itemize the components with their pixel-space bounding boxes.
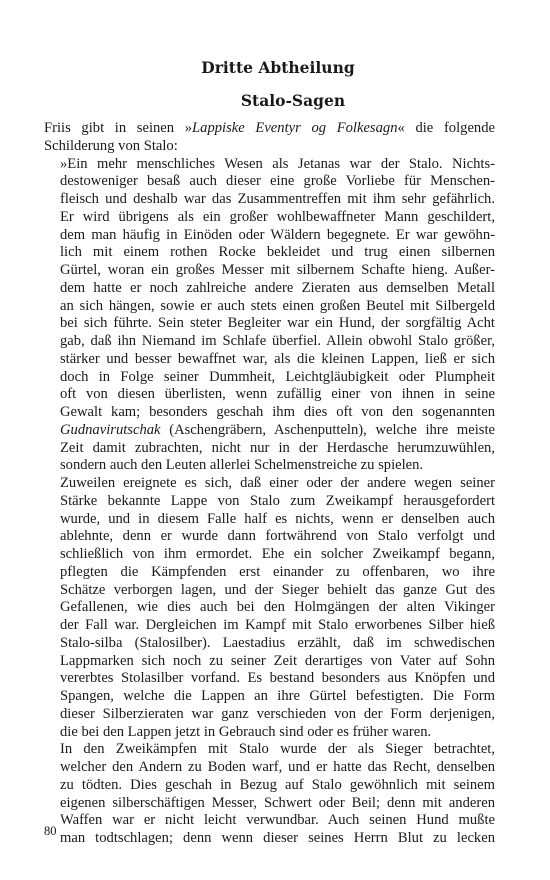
text-line: schließlich von ihm ermordet. Ehe ein solcher Zweikampf begann, bbox=[60, 546, 495, 562]
text-line: ablehnte, denn er wurde dann fortwährend von Stalo verfolgt und bbox=[60, 528, 495, 545]
text-line: bei sich führte. Sein steter Begleiter war ein Hund, der sorgfältig Acht bbox=[60, 315, 495, 332]
text-line: eigenen silberschäftigen Messer, Schwert oder Beil; denn mit anderen bbox=[60, 794, 495, 811]
text-line: Zeit damit zubrachten, nicht nur in der Herdasche herumzuwühlen, bbox=[60, 439, 495, 456]
paragraph-3 bbox=[44, 741, 495, 848]
book-title-italic: Lappiske Eventyr og Folkesagn bbox=[192, 120, 398, 136]
text-line: der Fall war. Dergleichen im Kampf mit Stalo erworbenes Silber hieß bbox=[60, 617, 495, 633]
text-line: doch in Folge seiner Dummheit, Leichtgläubigkeit oder Plumpheit bbox=[60, 368, 495, 385]
text-line: sondern auch den Leuten allerlei Schelmenstreiche zu spielen. bbox=[60, 457, 424, 474]
paragraph-2 bbox=[44, 475, 495, 741]
text-line: wurde, und in diesem Falle half es nichts, wenn er denselben auch bbox=[60, 510, 495, 527]
text-line: oft von diesen überlisten, wenn zufällig einer von ihnen in seine bbox=[60, 386, 495, 403]
text-line: Zuweilen ereignete es sich, daß einer oder der andere wegen seiner bbox=[60, 475, 495, 491]
text-line: die bei den Lappen jetzt in Gebrauch sind oder es früher waren. bbox=[60, 723, 432, 740]
text-line: zu tödten. Dies geschah in Bezug auf Stalo gewöhnlich mit seinem bbox=[60, 776, 495, 793]
text-line: Gefallenen, wie dies auch bei den Holmgängen der alten Vikinger bbox=[60, 599, 495, 616]
text-line: dieser Silberzieraten war ganz verschieden von der Form derjenigen, bbox=[60, 705, 495, 722]
text-line: Schilderung von Stalo: bbox=[44, 137, 178, 154]
text-line: Gudnavirutschak (Aschengräbern, Aschenputteln), welche ihre meiste bbox=[60, 421, 495, 438]
text-line: an sich hängen, sowie er auch stets einen großen Beutel mit Silbergeld bbox=[60, 297, 495, 314]
text-line: dem hatte er noch zahlreiche andere Zieraten aus demselben Metall bbox=[60, 279, 495, 296]
text-line: Schätze verborgen lagen, und der Sieger behielt das ganze Gut des bbox=[60, 581, 495, 598]
quote-paragraph bbox=[44, 156, 495, 476]
text-line: Stalo-silba (Stalosilber). Laestadius erzählt, daß im schwedischen bbox=[60, 634, 495, 651]
body-text bbox=[44, 120, 495, 848]
text-line: man todtschlagen; denn wenn dieser seines Herrn Blut zu lecken bbox=[60, 830, 495, 846]
text-line: Stärke bekannte Lappe von Stalo zum Zweikampf herausgefordert bbox=[60, 492, 495, 509]
text-line: destoweniger besaß auch dieser eine große Vorliebe für Menschen- bbox=[60, 173, 495, 190]
text-line: gab, daß ihn Niemand im Schlafe überfiel. Allein obwohl Stalo größer, bbox=[60, 333, 495, 349]
text-line: vererbtes Stolasilber vorfand. Es bestand besonders aus Knöpfen und bbox=[60, 670, 495, 687]
section-title: Stalo-Sagen bbox=[240, 91, 346, 110]
text-line: Er wird übrigens als ein großer wohlbewaffneter Mann geschildert, bbox=[60, 208, 495, 225]
text-line: stärker und besser bewaffnet war, als die kleinen Lappen, ließ er sich bbox=[60, 350, 495, 367]
text-line: Gürtel, woran ein großes Messer mit silbernem Schafte hieng. Außer- bbox=[60, 262, 495, 278]
page-number: 80 bbox=[44, 824, 57, 838]
text-line: Gewalt kam; besonders geschah ihm dies oft von den sogenannten bbox=[60, 404, 495, 420]
text-line: Lappmarken sich noch zu seiner Zeit derartiges von Vater auf Sohn bbox=[60, 652, 495, 669]
text-line: fleisch und deshalb war das Zusammentreffen mit ihm sehr gefährlich. bbox=[60, 191, 495, 207]
text-line: Waffen war er nicht leicht verwundbar. Auch seinen Hund mußte bbox=[60, 812, 495, 829]
text-line: Friis gibt in seinen »Lappiske Eventyr og Folkesagn« die folgende bbox=[44, 120, 496, 136]
chapter-title: Dritte Abtheilung bbox=[201, 58, 355, 77]
text-line: In den Zweikämpfen mit Stalo wurde der als Sieger betrachtet, bbox=[60, 741, 495, 758]
italic-term: Gudnavirutschak bbox=[60, 421, 161, 438]
text-line: dem man häufig in Einöden oder Wäldern begegnete. Er war gewöhn- bbox=[60, 226, 495, 243]
text-line: Spangen, welche die Lappen an ihre Gürtel befestigten. Die Form bbox=[60, 688, 495, 704]
intro-paragraph bbox=[44, 120, 495, 156]
text-line: welcher den Andern zu Boden warf, und er hatte das Recht, denselben bbox=[60, 759, 495, 775]
text-line: »Ein mehr menschliches Wesen als Jetanas war der Stalo. Nichts- bbox=[60, 155, 495, 172]
text-line: pflegten die Kämpfenden erst einander zu offenbaren, wo ihre bbox=[60, 563, 495, 580]
text-line: lich mit einem rothen Rocke bekleidet und trug einen silbernen bbox=[60, 244, 495, 261]
